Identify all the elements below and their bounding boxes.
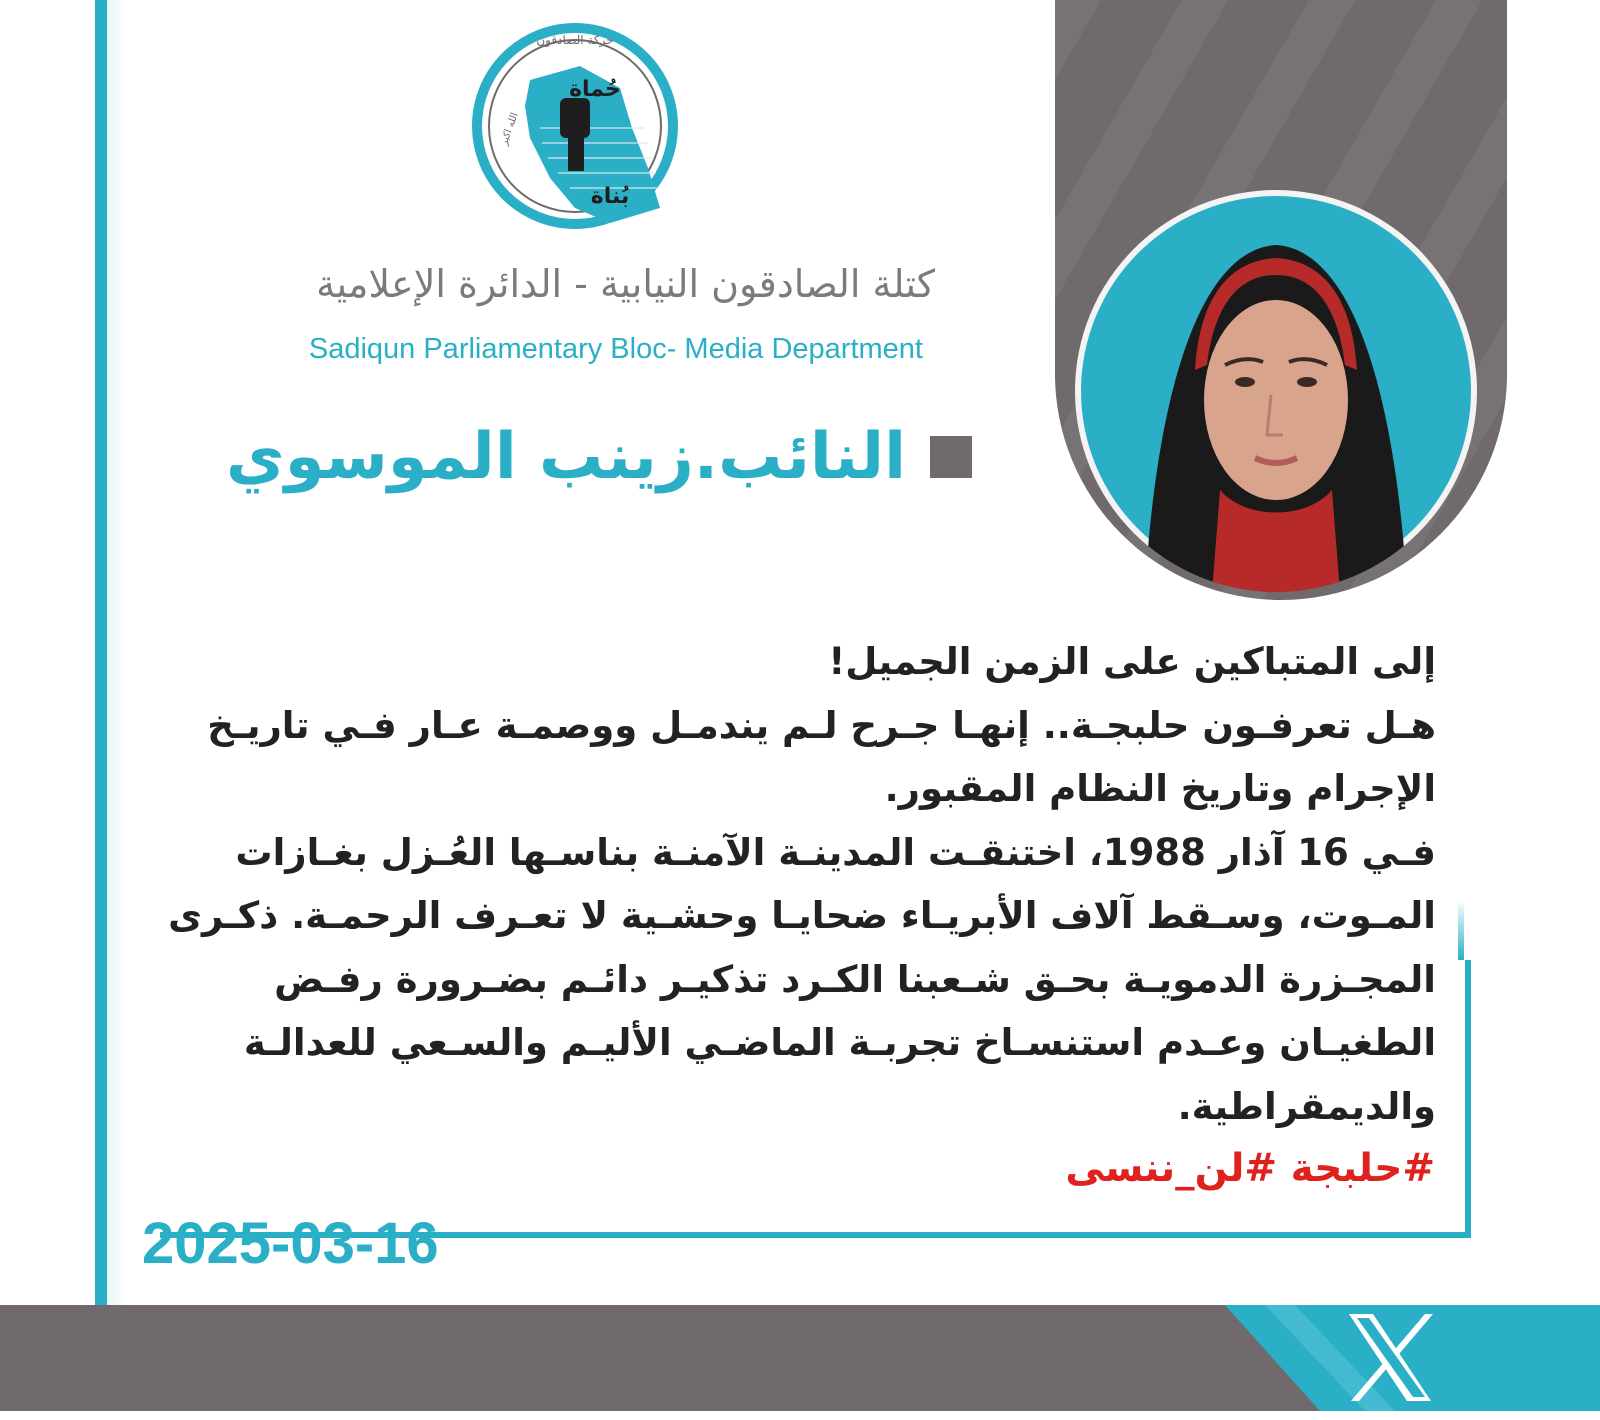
post-date: 2025-03-16	[142, 1211, 439, 1276]
left-accent-bar	[95, 0, 107, 1305]
post-line: فـي 16 آذار 1988، اختنقـت المدينـة الآمنـة بناسـها العُـزل بغـازات	[235, 830, 1436, 874]
hashtags: #حلبجة #لن_ننسى	[1065, 1146, 1435, 1191]
bullet-square	[930, 436, 972, 478]
post-line: إلى المتباكين على الزمن الجميل!	[828, 640, 1436, 683]
logo-inner-top: حُماة	[569, 77, 621, 102]
post-line: هـل تعرفـون حلبجـة.. إنهـا جـرح لـم يندمـل ووصمـة عـار فـي تاريـخ	[207, 703, 1436, 747]
sadiqun-logo	[470, 18, 680, 238]
bloc-name-arabic: كتلة الصادقون النيابية - الدائرة الإعلامية	[316, 262, 935, 306]
post-line: الإجرام وتاريخ النظام المقبور.	[884, 767, 1436, 810]
logo-inner-bottom: بُناة	[590, 184, 630, 209]
frame-fade	[1458, 900, 1464, 960]
speaker-name-row	[226, 420, 972, 494]
post-body	[136, 630, 1436, 1138]
logo-side-text: الله اكبر	[498, 111, 521, 147]
logo-arc-text: حركة الصادقون	[536, 33, 614, 47]
portrait-panel	[1055, 0, 1507, 600]
post-line: الطغيـان وعـدم استنسـاخ تجربـة الماضـي الأليـم والسـعي للعدالـة	[243, 1021, 1436, 1064]
x-logo-icon[interactable]	[1345, 1310, 1435, 1405]
portrait-photo	[1075, 190, 1477, 592]
bloc-name-english: Sadiqun Parliamentary Bloc- Media Department	[308, 333, 923, 365]
post-line: المجـزرة الدمويـة بحـق شـعبنا الكـرد تذكيـر دائـم بضـرورة رفـض	[274, 957, 1436, 1001]
speaker-name: النائب.زينب الموسوي	[226, 420, 906, 494]
post-line: والديمقراطية.	[1177, 1084, 1436, 1128]
post-line: المـوت، وسـقط آلاف الأبريـاء ضحايـا وحشـية لا تعـرف الرحمـة. ذكـرى	[168, 894, 1436, 937]
left-accent-fade	[107, 0, 125, 1305]
portrait-illustration	[1075, 190, 1477, 592]
